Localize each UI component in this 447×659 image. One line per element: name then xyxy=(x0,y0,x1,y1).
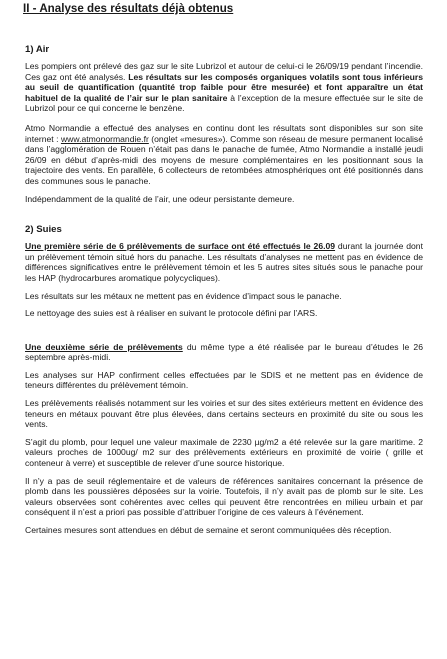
suies-paragraph-3: Le nettoyage des suies est à réaliser en suivant le protocole défini par l’ARS. xyxy=(25,308,318,319)
suies-paragraph-4 xyxy=(25,342,423,363)
atmo-link[interactable]: www.atmonormandie.fr xyxy=(60,133,149,144)
air-p2-end: (onglet «mesures»). Comme son réseau de mesure permanent localisé dans l’agglomération de Rouen n’était pas dans le panache de fumée, Atmo Normandie a installé jeudi 26/09 en début d’après-midi des moyens de mesure complémentaires en les positionnant sous la trajectoire des vents. En parallèle, 6 collecteurs de retombées atmosphériques ont été positionnés dans des communes sous le panache. xyxy=(25,133,424,186)
air-paragraph-1 xyxy=(25,61,423,114)
suies-paragraph-6: Les prélèvements réalisés notamment sur les voiries et sur des sites extérieurs mettent en évidence des teneurs en métaux pouvant être plus élevées, dans certains secteurs en proximité du site ou sous les vents. xyxy=(25,398,423,430)
air-p1-bold: Les résultats sur les composés organiques volatils sont tous inférieurs au seuil de quantification (quantité trop faible pour être mesurée) et font apparaître un état habituel de la qualité de l’air sur le plan sanitaire xyxy=(25,71,423,103)
section-title: II - Analyse des résultats déjà obtenus xyxy=(23,2,234,15)
suies-paragraph-2: Les résultats sur les métaux ne mettent pas en évidence d’impact sous le panache. xyxy=(25,290,342,301)
suies-paragraph-1 xyxy=(25,241,423,283)
suies-paragraph-7: S’agit du plomb, pour lequel une valeur maximale de 2230 µg/m2 a été relevée sur la gare maritime. 2 valeurs proches de 1000ug/ m2 sur des prélèvements extérieurs en proximité de voirie ( grille et conteneur à verre) et susceptible de relever d’une source historique. xyxy=(25,436,423,469)
document-page xyxy=(25,0,423,536)
air-paragraph-3: Indépendamment de la qualité de l’air, une odeur persistante demeure. xyxy=(25,193,295,204)
air-p1-end: à l’exception de la mesure effectuée sur le site de Lubrizol pour ce qui concerne le benzène. xyxy=(25,92,423,114)
suies-paragraph-9: Certaines mesures sont attendues en début de semaine et seront communiquées dès réception. xyxy=(25,525,392,535)
heading-suies: 2) Suies xyxy=(25,224,62,236)
air-paragraph-2 xyxy=(25,123,423,187)
suies-paragraph-5: Les analyses sur HAP confirment celles effectuées par le SDIS et ne mettent pas en évidence de teneurs différentes du prélèvement témoin. xyxy=(25,369,423,391)
suies-p4-text: du même type a été réalisée par le bureau d’études le 26 septembre après-midi. xyxy=(25,341,423,363)
air-p2-text: Atmo Normandie a effectué des analyses en continu dont les résultats sont disponibles sur son site internet : xyxy=(25,122,423,144)
suies-paragraph-8: Il n’y a pas de seuil réglementaire et de valeurs de références sanitaires concernant la présence de plomb dans les poussières déposées sur la voirie. Toutefois, il n’y avait pas de plomb sur le site. Les valeurs observées sont cohérentes avec celles qui peuvent être rencontrées en milieu urbain et par conséquent il n’est a priori pas possible d’attribuer l’origine de ces valeurs à l’événement. xyxy=(25,475,423,518)
heading-air: 1) Air xyxy=(25,44,50,55)
air-p1-text: Les pompiers ont prélevé des gaz sur le site Lubrizol et autour de celui-ci le 26/09/19 pendant l’incendie. Ces gaz ont été analysés. xyxy=(25,61,423,82)
suies-p1-text: durant la journée dont un prélèvement témoin situé hors du panache. Les résultats d’analyses ne mettent pas en évidence de différences significatives entre le prélèvement témoin et les 5 autres sites situés sous le panache pour les HAP (hydrocarbures aromatique polycycliques). xyxy=(25,241,423,283)
suies-p4-bold: Une deuxième série de prélèvements xyxy=(25,341,183,352)
suies-p1-bold: Une première série de 6 prélèvements de surface ont été effectués le 26.09 xyxy=(25,241,336,252)
